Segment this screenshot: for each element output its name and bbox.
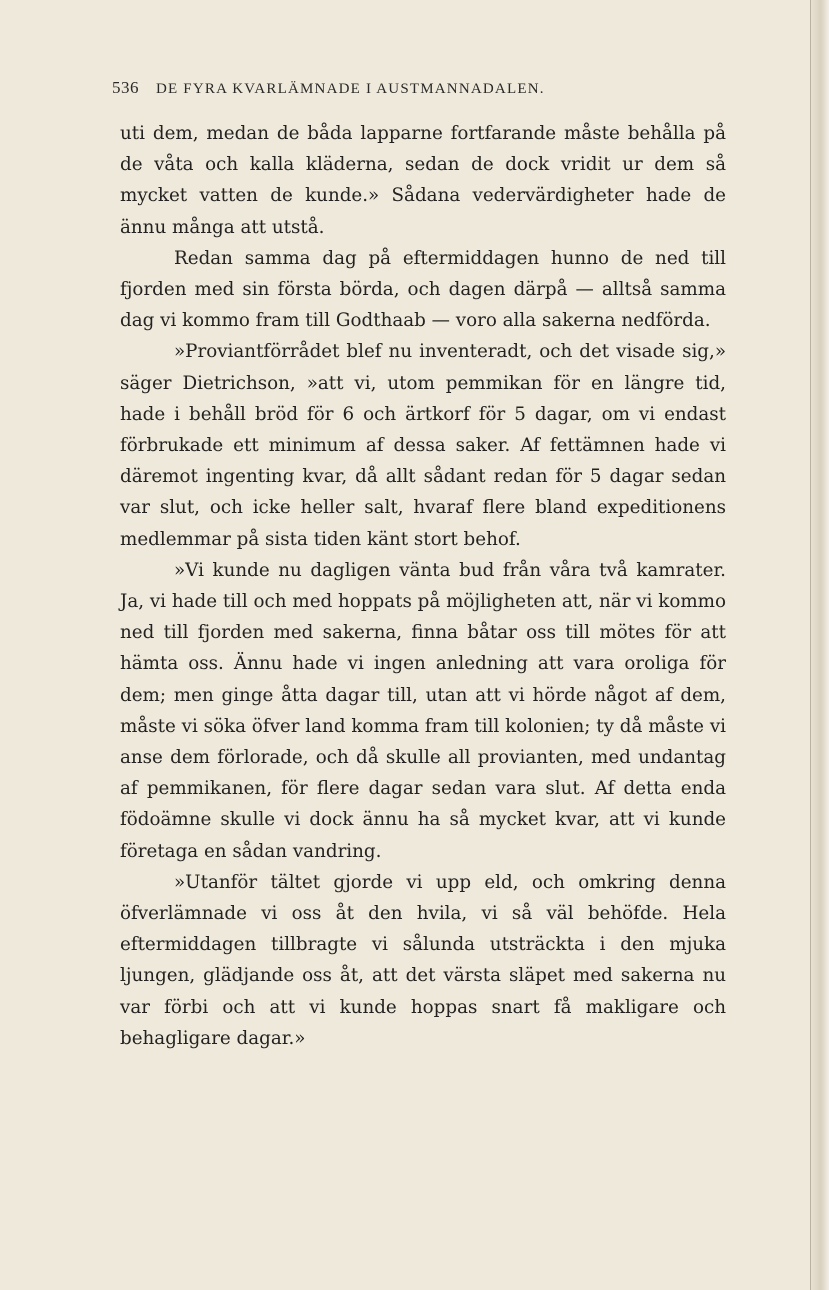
running-header (112, 78, 702, 98)
paragraph: uti dem, medan de båda lapparne fortfarande måste behålla på de våta och kalla kläderna, sedan de dock vridit ur dem så mycket vatten de kunde.» Sådana vedervärdigheter hade de ännu många att utstå. (120, 123, 726, 238)
running-title: DE FYRA KVARLÄMNADE I AUSTMANNADALEN. (155, 81, 545, 97)
paragraph: »Vi kunde nu dagligen vänta bud från våra två kamrater. Ja, vi hade till och med hoppats på möjligheten att, när vi kommo ned till fjorden med sakerna, finna båtar oss till mötes för att hämta oss. Ännu hade vi ingen anledning att vara oroliga för dem; men ginge åtta dagar till, utan att vi hörde något af dem, måste vi söka öfver land komma fram till kolonien; ty då måste vi anse dem förlorade, och då skulle all provianten, med undantag af pemmikanen, för flere dagar sedan vara slut. Af detta enda födoämne skulle vi dock ännu ha så mycket kvar, att vi kunde företaga en sådan vandring. (120, 559, 727, 862)
body-text (120, 118, 726, 1054)
paragraph: Redan samma dag på eftermiddagen hunno de ned till fjorden med sin första börda, och dagen därpå — alltså samma dag vi kommo fram till Godthaab — voro alla sakerna nedförda. (120, 247, 726, 332)
page-edge (810, 0, 829, 1290)
paragraph: »Proviantförrådet blef nu inventeradt, och det visade sig,» säger Dietrichson, »att vi, utom pemmikan för en längre tid, hade i behåll bröd för 6 och ärtkorf för 5 dagar, om vi endast förbrukade ett minimum af dessa saker. Af fettämnen hade vi däremot ingenting kvar, då allt sådant redan för 5 dagar sedan var slut, och icke heller salt, hvaraf flere bland expeditionens medlemmar på sista tiden känt stort behof. (120, 341, 726, 550)
page-number: 536 (112, 78, 139, 97)
paragraph: »Utanför tältet gjorde vi upp eld, och omkring denna öfverlämnade vi oss åt den hvila, vi så väl behöfde. Hela eftermiddagen tillbragte vi sålunda utsträckta i den mjuka ljungen, glädjande oss åt, att det värsta släpet med sakerna nu var förbi och att vi kunde hoppas snart få makligare och behagligare dagar.» (120, 871, 726, 1049)
